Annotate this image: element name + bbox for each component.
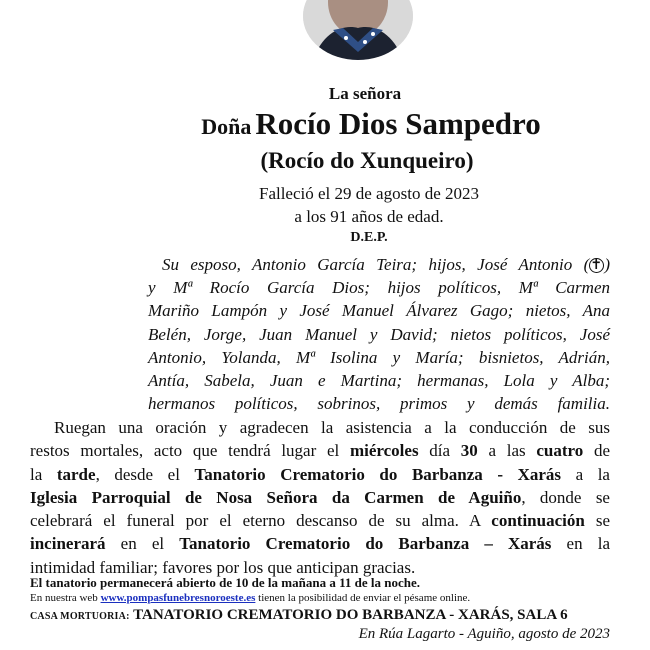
web-notice: En nuestra web www.pompasfunebresnoroeste.es tienen la posibilidad de enviar el pésame online. <box>30 592 471 604</box>
casa-value: TANATORIO CREMATORIO DO BARBANZA - XARÁS, SALA 6 <box>129 607 568 623</box>
deceased-photo <box>303 0 413 60</box>
ceremony-line: Ruegan una oración y agradecen la asistencia a la conducción de sus <box>54 418 610 437</box>
ceremony-line: Iglesia Parroquial de Nosa Señora da Carmen de Aguiño, donde se <box>30 487 610 507</box>
deceased-alias: (Rocío do Xunqueiro) <box>260 148 474 173</box>
deceased-name: Rocío Dios Sampedro <box>255 106 541 141</box>
ceremony-line: la tarde, desde el Tanatorio Crematorio do Barbanza - Xarás a la <box>30 464 610 484</box>
intro-text: La señora <box>328 84 402 103</box>
ceremony-line: celebrará el funeral por el eterno descanso de su alma. A continuación se <box>30 511 610 531</box>
family-line: Mariño Lampón y José Manuel Álvarez Gago; nietos, Ana <box>148 301 610 321</box>
family-line: Su esposo, Antonio García Teira; hijos, José Antonio (✝ ) <box>162 255 610 274</box>
signoff: En Rúa Lagarto - Aguiño, agosto de 2023 <box>358 626 610 642</box>
casa-label: CASA MORTUORIA: <box>30 611 130 622</box>
casa-mortuoria <box>30 606 568 624</box>
family-list <box>148 253 610 415</box>
family-line: Belén, Jorge, Juan Manuel y David; nietos políticos, José <box>148 324 610 344</box>
family-line: y Mª Rocío García Dios; hijos políticos, Mª Carmen <box>148 278 610 298</box>
tanatorio-hours: El tanatorio permanecerá abierto de 10 de la mañana a 11 de la noche. <box>30 575 420 590</box>
ceremony-details <box>30 416 610 579</box>
family-line: Antía, Sabela, Juan e Martina; hermanas, Lola y Alba; <box>148 371 610 391</box>
portrait-image <box>303 0 413 60</box>
family-line: hermanos políticos, sobrinos, primos y demás familia. <box>148 394 610 414</box>
family-line: Antonio, Yolanda, Mª Isolina y María; bisnietos, Adrián, <box>148 347 610 367</box>
cross-icon: ✝ <box>589 258 604 273</box>
deceased-name-line <box>46 106 650 142</box>
age-at-death: a los 91 años de edad. <box>294 207 444 226</box>
dep-text: D.E.P. <box>350 230 388 245</box>
name-prefix: Doña <box>201 114 252 139</box>
website-link[interactable]: www.pompasfunebresnoroeste.es <box>100 592 256 604</box>
ceremony-line: restos mortales, acto que tendrá lugar el miércoles día 30 a las cuatro de <box>30 441 611 461</box>
ceremony-line: incinerará en el Tanatorio Crematorio do Barbanza – Xarás en la <box>30 534 610 554</box>
ceremony-line: intimidad familiar; favores por los que anticipan gracias. <box>30 557 416 577</box>
death-date: Falleció el 29 de agosto de 2023 <box>258 184 479 203</box>
